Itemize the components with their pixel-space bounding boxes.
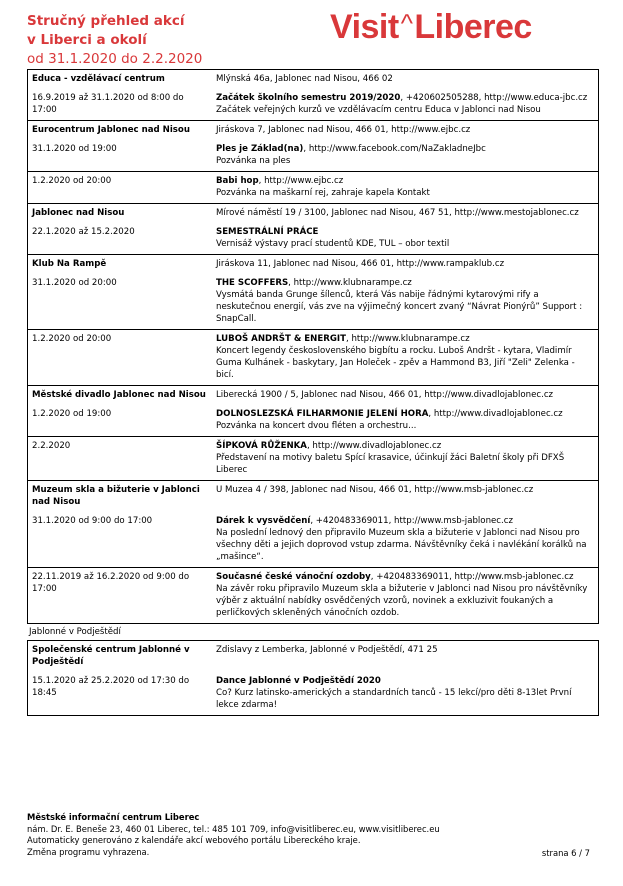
- event-details: [212, 140, 599, 172]
- event-row: [28, 172, 599, 204]
- event-title: THE SCOFFERS: [216, 278, 289, 288]
- logo-word-liberec: Liberec: [414, 8, 532, 46]
- event-title-line: [216, 277, 594, 289]
- venue-row: [28, 70, 599, 90]
- event-title: DOLNOSLEZSKÁ FILHARMONIE JELENÍ HORA: [216, 409, 429, 419]
- venue-address: Mlýnská 46a, Jablonec nad Nisou, 466 02: [216, 74, 393, 84]
- logo-caret-icon: ^: [400, 8, 413, 38]
- event-description: Pozvánka na maškarní rej, zahraje kapela Kontakt: [216, 188, 430, 198]
- event-description: Začátek veřejných kurzů ve vzdělávacím centru Educa v Jablonci nad Nisou: [216, 105, 541, 115]
- event-details: [212, 568, 599, 624]
- venue-row: [28, 481, 599, 513]
- event-title-line: [216, 333, 594, 345]
- event-details: [212, 512, 599, 568]
- event-row: [28, 274, 599, 330]
- event-details: [212, 89, 599, 121]
- event-date: 31.1.2020 od 9:00 do 17:00: [32, 516, 153, 526]
- title-line-2: v Liberci a okolí: [27, 32, 147, 48]
- venue-name: Jablonec nad Nisou: [28, 204, 213, 224]
- event-title-line: [216, 92, 594, 104]
- venue-row: [28, 641, 599, 673]
- title-line-1: Stručný přehled akcí: [27, 13, 185, 29]
- event-description: Pozvánka na ples: [216, 156, 291, 166]
- event-contact: , http://www.divadlojablonec.cz: [428, 409, 563, 419]
- event-title: Současné české vánoční ozdoby: [216, 572, 371, 582]
- event-title: LUBOŠ ANDRŠT & ENERGIT: [216, 334, 346, 344]
- event-contact: , +420483369011, http://www.msb-jablonec.cz: [370, 572, 574, 582]
- footer-note-changes: Změna programu vyhrazena.: [27, 846, 150, 857]
- venue-row: [28, 204, 599, 224]
- event-description: Co? Kurz latinsko-amerických a standardních tanců - 15 lekcí/pro děti 8-13let První lekce zdarma!: [216, 688, 572, 710]
- event-title: Dance Jablonné v Podještědí 2020: [216, 676, 381, 686]
- venue-address: Jiráskova 11, Jablonec nad Nisou, 466 01, http://www.rampaklub.cz: [212, 255, 599, 275]
- event-title: SEMESTRÁLNÍ PRÁCE: [216, 227, 319, 237]
- event-description: Na závěr roku připravilo Muzeum skla a bižuterie v Jablonci nad Nisou pro návštěvníky výběr z aktuální nabídky osvědčených vzorů, novinek a exkluzivit foukaných a perličkových skleněných vánočních ozdob.: [216, 584, 588, 618]
- event-row: [28, 223, 599, 255]
- event-row: [28, 672, 599, 716]
- event-contact: , http://www.klubnarampe.cz: [288, 278, 412, 288]
- event-contact: , http://www.klubnarampe.cz: [345, 334, 470, 344]
- page-number: strana 6 / 7: [541, 848, 590, 858]
- event-row: [28, 405, 599, 437]
- event-date: 1.2.2020 od 19:00: [32, 409, 112, 419]
- date-range: od 31.1.2020 do 2.2.2020: [27, 51, 203, 67]
- event-date: 1.2.2020 od 20:00: [28, 330, 213, 386]
- event-contact: , http://www.facebook.com/NaZakladneJbc: [303, 144, 486, 154]
- event-details: [212, 223, 599, 255]
- venue-address: Zdislavy z Lemberka, Jablonné v Podještědí, 471 25: [216, 645, 438, 655]
- event-contact: , http://www.ejbc.cz: [258, 176, 344, 186]
- event-description: Vernisáž výstavy prací studentů KDE, TUL – obor textil: [216, 239, 450, 249]
- event-row: [28, 512, 599, 568]
- event-details: [212, 672, 599, 716]
- event-date: 22.1.2020 až 15.2.2020: [32, 227, 135, 237]
- event-description: Na poslední lednový den připravilo Muzeum skla a bižuterie v Jablonci nad Nisou pro všechny děti a jejich doprovod vstup zdarma. Návštěvníky čeká i navlékání korálků na „mašince“.: [216, 528, 587, 562]
- event-description: Koncert legendy československého bigbítu a rocku. Luboš Andršt - kytara, Vladimír Guma Kulhánek - baskytary, Jan Holeček - zpěv a Hammond B3, Jiří "Zeli" Zelenka - bicí.: [216, 346, 575, 380]
- event-row: [28, 330, 599, 386]
- event-date: 16.9.2019 až 31.1.2020 od 8:00 do 17:00: [32, 93, 184, 115]
- event-details: [212, 330, 599, 386]
- event-contact: , +420602505288, http://www.educa-jbc.cz: [400, 93, 588, 103]
- venue-name: Společenské centrum Jablonné v Podještědí: [32, 645, 190, 667]
- event-details: [212, 437, 599, 481]
- venue-name: Muzeum skla a bižuterie v Jablonci nad Nisou: [28, 481, 213, 513]
- event-title-line: [216, 226, 594, 238]
- event-title-line: [216, 408, 594, 420]
- event-details: [212, 274, 599, 330]
- event-title: ŠÍPKOVÁ RŮŽENKA: [216, 441, 307, 451]
- event-date: 31.1.2020 od 20:00: [32, 278, 117, 288]
- event-date: 15.1.2020 až 25.2.2020 od 17:30 do 18:45: [32, 676, 190, 698]
- event-title-line: [216, 515, 594, 527]
- event-date: 1.2.2020 od 20:00: [28, 172, 213, 204]
- footer-address: nám. Dr. E. Beneše 23, 460 01 Liberec, tel.: 485 101 709, info@visitliberec.eu, www.visitliberec.eu: [27, 823, 440, 834]
- footer-organization: Městské informační centrum Liberec: [27, 812, 200, 822]
- event-title-line: [216, 571, 594, 583]
- footer: [27, 812, 440, 858]
- event-title-line: [216, 675, 594, 687]
- venue-row: [28, 386, 599, 406]
- venue-address: U Muzea 4 / 398, Jablonec nad Nisou, 466 01, http://www.msb-jablonec.cz: [212, 481, 599, 513]
- event-date: 31.1.2020 od 19:00: [32, 144, 117, 154]
- visit-liberec-logo: [330, 8, 532, 47]
- event-date: 2.2.2020: [28, 437, 213, 481]
- event-title: Ples je Základ(na): [216, 144, 304, 154]
- event-row: [28, 140, 599, 172]
- event-description: Pozvánka na koncert dvou fléten a orchestru...: [216, 421, 417, 431]
- document-title: [27, 12, 202, 69]
- event-contact: , +420483369011, http://www.msb-jablonec.cz: [310, 516, 513, 526]
- event-row: [28, 568, 599, 624]
- region-label: Jablonné v Podještědí: [29, 627, 121, 637]
- venue-address: Mírové náměstí 19 / 3100, Jablonec nad Nisou, 467 51, http://www.mestojablonec.cz: [212, 204, 599, 224]
- venue-name: Klub Na Rampě: [28, 255, 213, 275]
- event-row: [28, 437, 599, 481]
- venue-name: Educa - vzdělávací centrum: [32, 74, 165, 84]
- event-row: [28, 89, 599, 121]
- event-title: Dárek k vysvědčení: [216, 516, 311, 526]
- venue-row: [28, 121, 599, 141]
- events-table-region-2: [27, 640, 599, 716]
- event-title-line: [216, 175, 594, 187]
- venue-name: Městské divadlo Jablonec nad Nisou: [28, 386, 213, 406]
- events-table: [27, 69, 599, 624]
- event-title-line: [216, 143, 594, 155]
- event-details: [212, 405, 599, 437]
- event-title-line: [216, 440, 594, 452]
- venue-row: [28, 255, 599, 275]
- footer-note-generated: Automaticky generováno z kalendáře akcí webového portálu Libereckého kraje.: [27, 835, 361, 845]
- event-date: 22.11.2019 až 16.2.2020 od 9:00 do 17:00: [28, 568, 213, 624]
- event-details: [212, 172, 599, 204]
- event-description: Vysmátá banda Grunge šílenců, která Vás nabije řádnými kytarovými rify a neskutečnou energií, vás zve na výjimečný koncert zvaný “Návrat Pionýrů” Support : SnapCall.: [216, 290, 583, 324]
- venue-name: Eurocentrum Jablonec nad Nisou: [28, 121, 213, 141]
- logo-word-visit: Visit: [330, 8, 399, 46]
- event-contact: , http://www.divadlojablonec.cz: [306, 441, 442, 451]
- event-description: Představení na motivy baletu Spící krasavice, účinkují žáci Baletní školy při DFXŠ Liberec: [216, 453, 565, 475]
- venue-address: Jiráskova 7, Jablonec nad Nisou, 466 01, http://www.ejbc.cz: [212, 121, 599, 141]
- event-title: Začátek školního semestru 2019/2020: [216, 93, 401, 103]
- event-title: Babi hop: [216, 176, 259, 186]
- venue-address: Liberecká 1900 / 5, Jablonec nad Nisou, 466 01, http://www.divadlojablonec.cz: [212, 386, 599, 406]
